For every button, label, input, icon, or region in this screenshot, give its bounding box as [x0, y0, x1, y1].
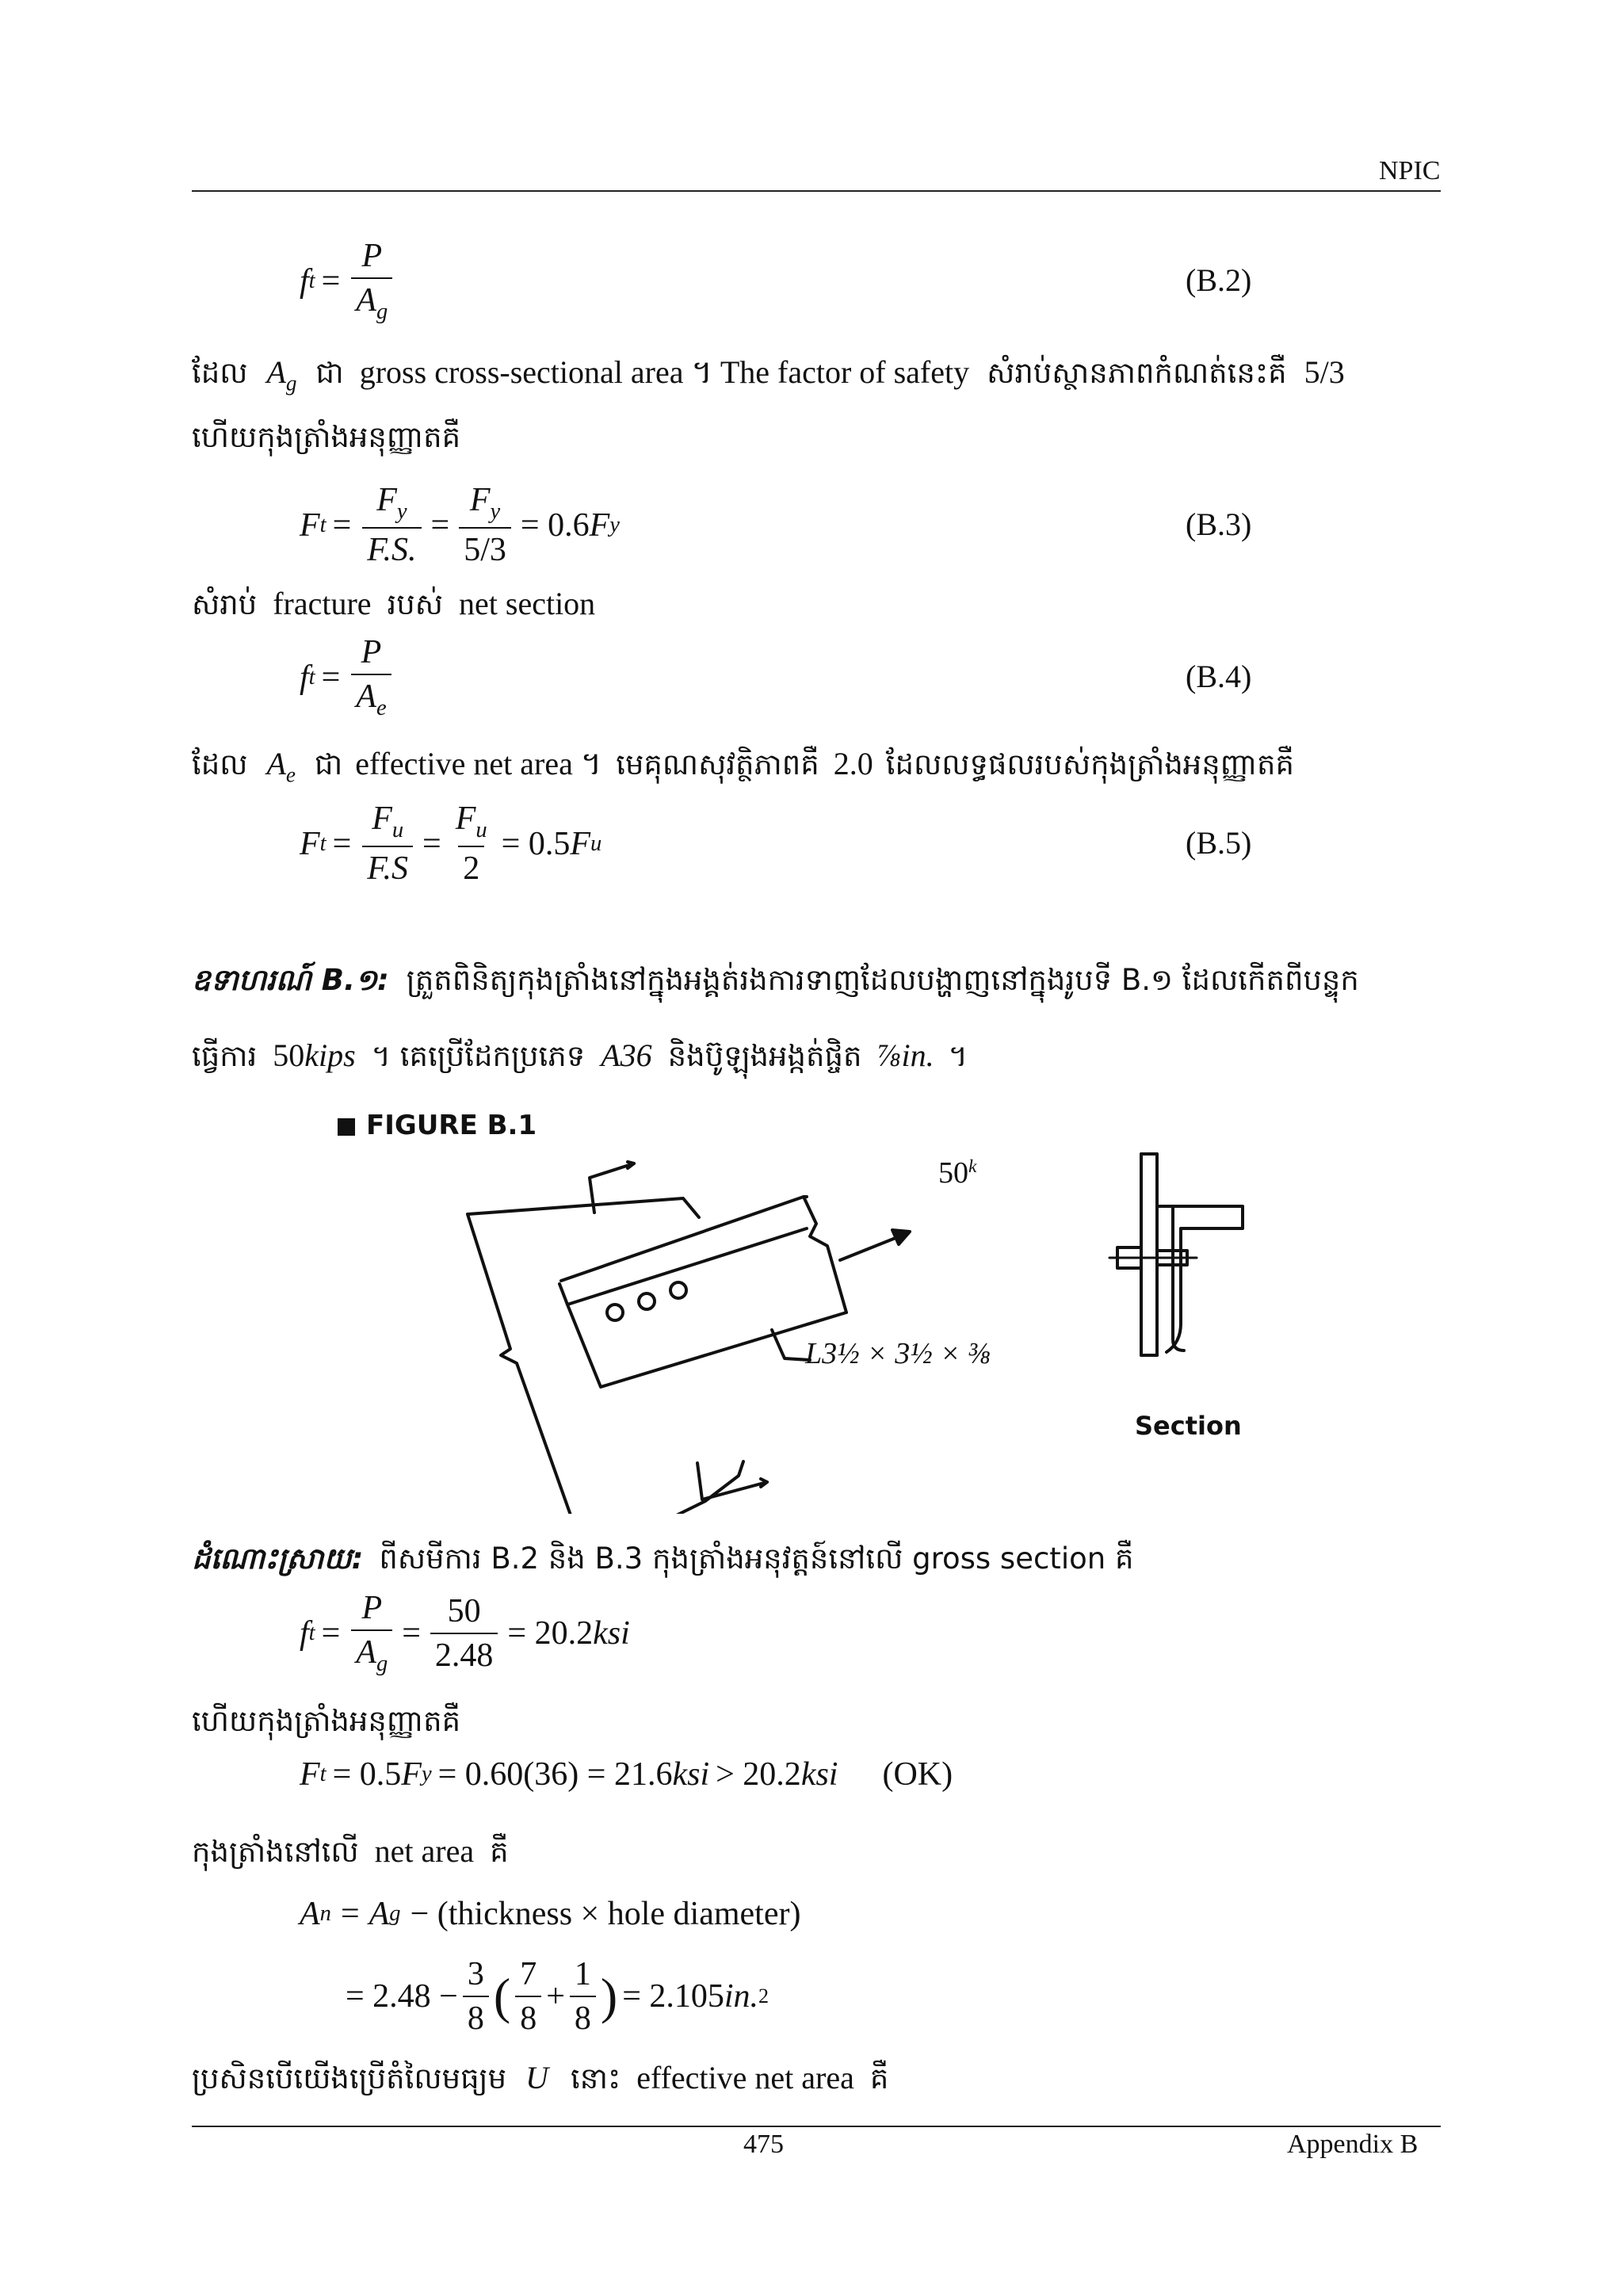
- figure-load-label: 50$^k$: [938, 1156, 977, 1190]
- example-line-1: ឧទាហរណ៍ B.១: ត្រួតពិនិត្យកុងត្រាំងនៅក្នុងអង្គត់រងការទាញដែលបង្ហាញនៅក្នុងរូបទី B.១ ដែលកើតពីបន្ទុក: [192, 963, 1359, 997]
- equation-b4: f t = $\frac{P}{A_e}$: [300, 634, 396, 721]
- load-arrowhead: [892, 1230, 910, 1244]
- solution-equation-1: f t = $\frac{P}{A_g}$ = $\frac{50}{2.48}$ = 20.2 ksi: [300, 1590, 630, 1677]
- header-label: NPIC: [1379, 156, 1441, 185]
- paragraph-allowable-stress: ហើយកុងត្រាំងអនុញ្ញាតគឺ: [192, 420, 461, 454]
- example-label: ឧទាហរណ៍ B.១:: [192, 963, 389, 997]
- gusset-plate-left: [468, 1214, 586, 1514]
- figure-angle-label: L3½ × 3½ × ⅜: [805, 1337, 991, 1370]
- paragraph-gross-area: ដែល $A_g$ ជា gross cross-sectional area ។ The factor of safety សំរាប់ស្ថានភាពកំណត់នេះគឺ 5/3: [192, 354, 1345, 395]
- solution-equation-4: = 2.48 − $\frac{3}{8}$ ( $\frac{7}{8}$ + $\frac{1}{8}$ ) = 2.105 in. 2: [346, 1956, 769, 2038]
- solution-equation-3: A n = A g − (thickness × hole diameter): [300, 1896, 801, 1932]
- equation-b5: F t = $\frac{F_u}{F.S}$ = $\frac{F_u}{2}$ = 0.5 F u: [300, 800, 602, 888]
- paragraph-net-area: កុងត្រាំងនៅលើ net area គឺ: [192, 1833, 509, 1869]
- angle-break-line: [804, 1197, 846, 1312]
- bolt-hole-2: [639, 1293, 655, 1309]
- bolt-hole-3: [670, 1282, 686, 1298]
- load-arrow-line: [840, 1235, 903, 1260]
- figure-section-label: Section: [1135, 1411, 1242, 1441]
- gusset-plate-top: [468, 1198, 699, 1217]
- equation-number-b4: (B.4): [1186, 659, 1252, 694]
- solution-line: ដំណោះស្រាយ: ពីសមីការ B.2 និង B.3 កុងត្រាំងអនុវត្តន៍នៅលើ gross section គឺ: [192, 1541, 1134, 1576]
- figure-b1-drawing: [444, 1117, 1284, 1514]
- paragraph-effective-net-area: ប្រសិនបើយើងប្រើតំលៃមធ្យម U នោះ effective net area គឺ: [192, 2060, 889, 2095]
- equation-b3: F t = $\frac{F_y}{F.S.}$ = $\frac{F_y}{5/3}$ = 0.6 F y: [300, 482, 620, 569]
- equation-number-b3: (B.3): [1186, 506, 1252, 542]
- section-angle: [1165, 1206, 1243, 1352]
- paragraph-fracture: សំរាប់ fracture របស់ net section: [192, 586, 596, 621]
- equation-number-b5: (B.5): [1186, 825, 1252, 861]
- gusset-plate-bottom: [586, 1461, 743, 1514]
- solution-label: ដំណោះស្រាយ:: [192, 1541, 364, 1576]
- paragraph-effective-area: ដែល $A_e$ ជា effective net area ។ មេគុណសុវត្ថិភាពគឺ 2.0 ដែលលទ្ធផលរបស់កុងត្រាំងអនុញ្ញាតគឺ: [192, 746, 1295, 787]
- footer-rule: [192, 2126, 1441, 2127]
- example-line-2: ធ្វើការ 50kips ។ គេប្រើដែកប្រភេទ A36 និងប៊ូឡុងអង្កត់ផ្ចិត ⅞in. ។: [192, 1037, 968, 1073]
- footer-label: Appendix B: [1287, 2130, 1419, 2159]
- paragraph-allowable-stress-2: ហើយកុងត្រាំងអនុញ្ញាតគឺ: [192, 1704, 461, 1738]
- equation-number-b2: (B.2): [1186, 262, 1252, 298]
- header-rule: [192, 190, 1441, 192]
- page-number: 475: [743, 2130, 784, 2159]
- bolt-hole-1: [607, 1305, 623, 1320]
- figure-bullet-icon: [338, 1118, 355, 1136]
- solution-equation-2: F t = 0.5 F y = 0.60(36) = 21.6 ksi > 20.2 ksi (OK): [300, 1756, 953, 1793]
- figure-title: FIGURE B.1: [338, 1110, 537, 1141]
- equation-b2: f t = $\frac{P}{A_g}$: [300, 238, 397, 325]
